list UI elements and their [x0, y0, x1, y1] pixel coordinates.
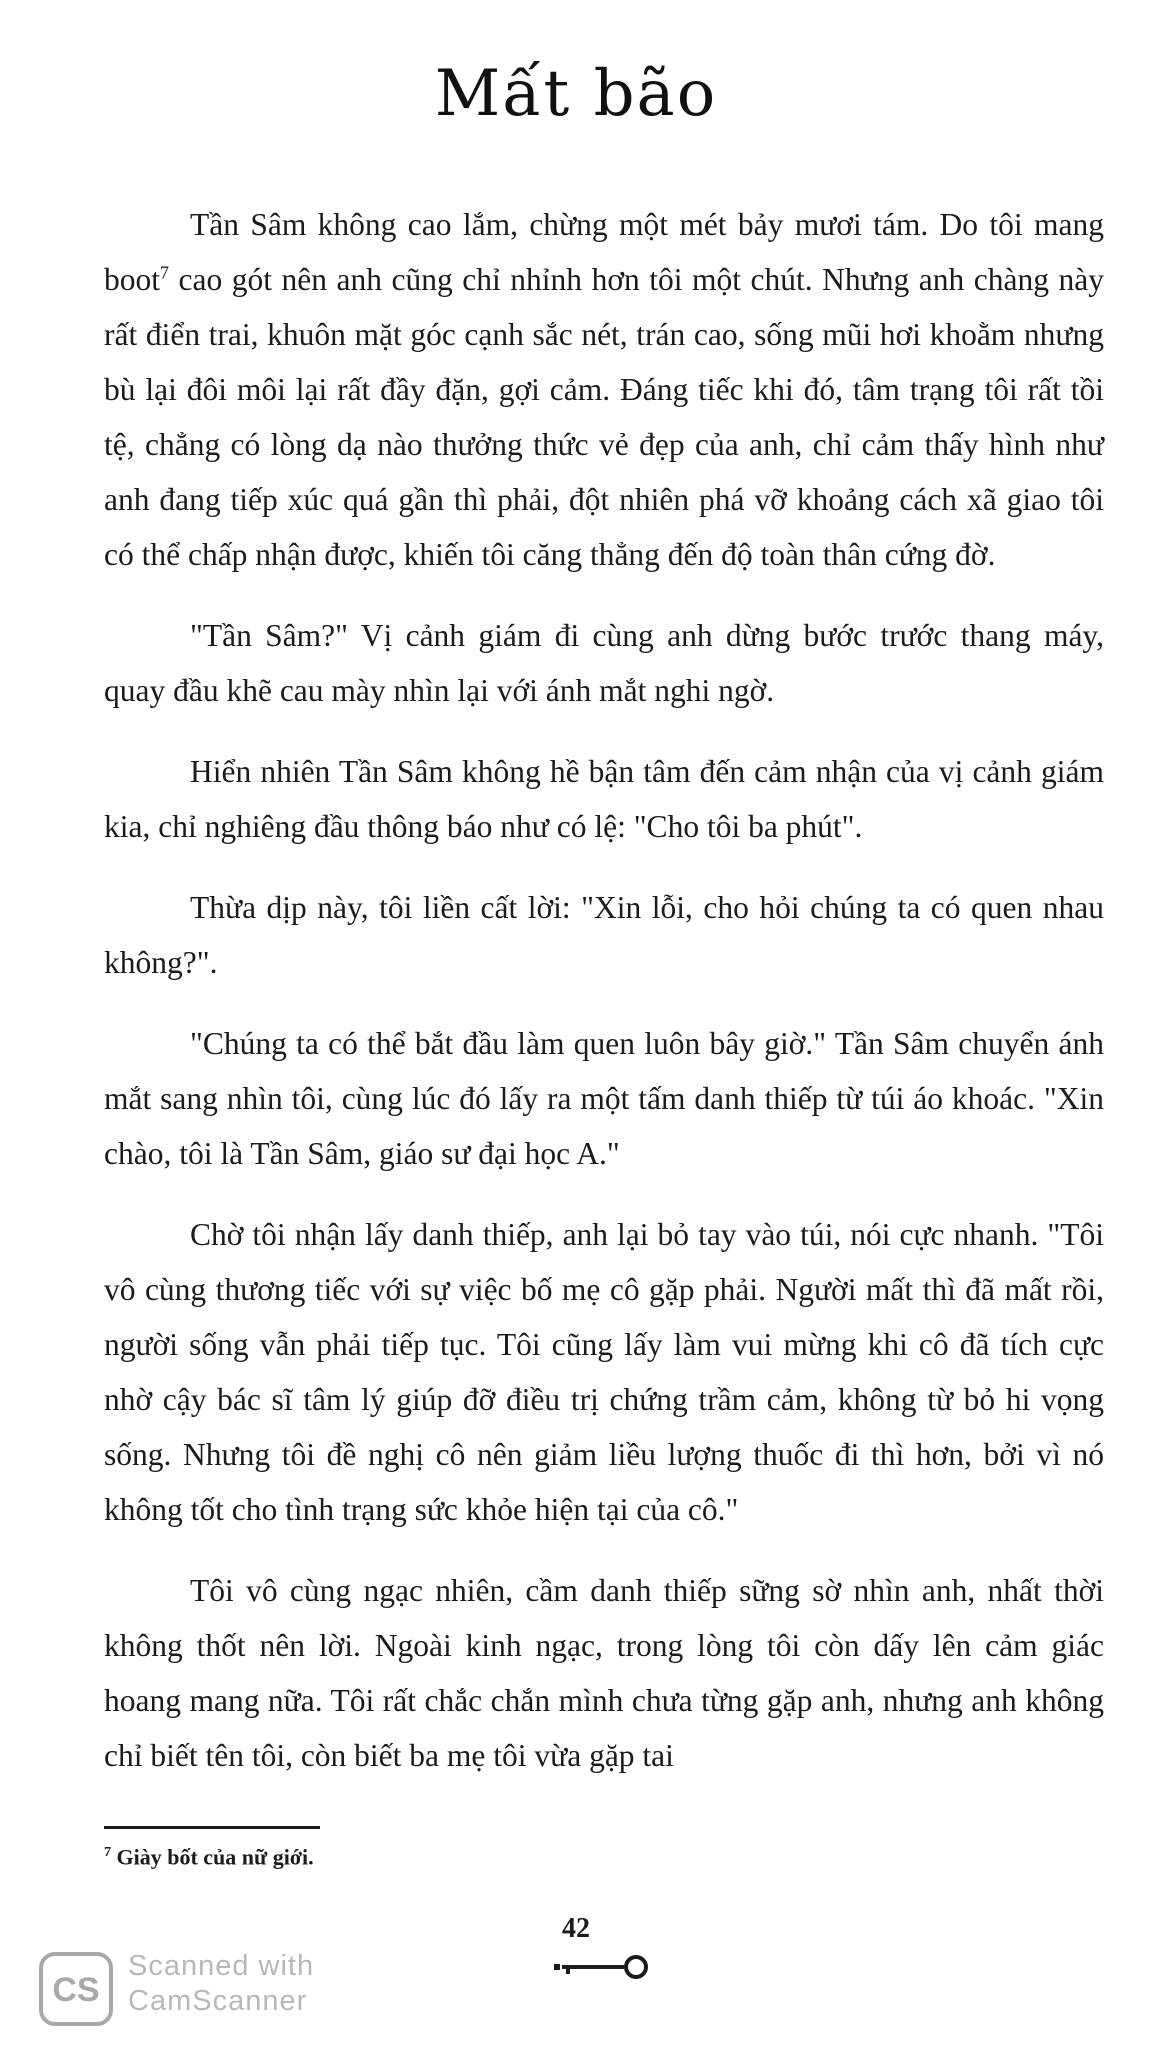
- chapter-title: Mất bão: [434, 57, 718, 131]
- watermark-line-2: CamScanner: [128, 1985, 308, 2017]
- page-number: 42: [562, 1913, 590, 1944]
- paragraph-1: [104, 197, 1104, 582]
- watermark-line-1: Scanned with: [128, 1950, 315, 1982]
- paragraph-text: Tần Sâm không cao lắm, chừng một mét bảy mươi tám. Do tôi mang boot: [104, 207, 1104, 297]
- key-icon: [552, 1952, 654, 1982]
- camscanner-logo-text: CS: [52, 1971, 100, 2009]
- paragraph-4: Thừa dịp này, tôi liền cất lời: "Xin lỗi, cho hỏi chúng ta có quen nhau không?".: [104, 890, 1104, 980]
- paragraph-3: Hiển nhiên Tần Sâm không hề bận tâm đến cảm nhận của vị cảnh giám kia, chỉ nghiêng đầu thông báo như có lệ: "Cho tôi ba phút".: [104, 754, 1104, 844]
- scanner-watermark: [128, 1949, 314, 2019]
- paragraph-5: "Chúng ta có thể bắt đầu làm quen luôn bây giờ." Tần Sâm chuyển ánh mắt sang nhìn tôi, cùng lúc đó lấy ra một tấm danh thiếp từ túi áo khoác. "Xin chào, tôi là Tần Sâm, giáo sư đại học A.": [104, 1026, 1104, 1171]
- paragraph-6: Chờ tôi nhận lấy danh thiếp, anh lại bỏ tay vào túi, nói cực nhanh. "Tôi vô cùng thương tiếc với sự việc bố mẹ cô gặp phải. Người mất thì đã mất rồi, người sống vẫn phải tiếp tục. Tôi cũng lấy làm vui mừng khi cô đã tích cực nhờ cậy bác sĩ tâm lý giúp đỡ điều trị chứng trầm cảm, không từ bỏ hi vọng sống. Nhưng tôi đề nghị cô nên giảm liều lượng thuốc đi thì hơn, bởi vì nó không tốt cho tình trạng sức khỏe hiện tại của cô.": [104, 1217, 1104, 1527]
- paragraph-text: cao gót nên anh cũng chỉ nhỉnh hơn tôi một chút. Nhưng anh chàng này rất điển trai, khuôn mặt góc cạnh sắc nét, trán cao, sống mũi hơi khoằm nhưng bù lại đôi môi lại rất đầy đặn, gợi cảm. Đáng tiếc khi đó, tâm trạng tôi rất tồi tệ, chẳng có lòng dạ nào thưởng thức vẻ đẹp của anh, chỉ cảm thấy hình như anh đang tiếp xúc quá gần thì phải, đột nhiên phá vỡ khoảng cách xã giao tôi có thể chấp nhận được, khiến tôi căng thẳng đến độ toàn thân cứng đờ.: [104, 262, 1104, 572]
- paragraph-2: "Tần Sâm?" Vị cảnh giám đi cùng anh dừng bước trước thang máy, quay đầu khẽ cau mày nhìn lại với ánh mắt nghi ngờ.: [104, 618, 1104, 708]
- footnote: [104, 1838, 314, 1872]
- footnote-marker: 7: [104, 1845, 111, 1860]
- camscanner-logo-icon: [38, 1951, 114, 2027]
- footnote-reference: 7: [160, 262, 170, 283]
- body-text: [104, 197, 1104, 1809]
- paragraph-7: Tôi vô cùng ngạc nhiên, cầm danh thiếp sững sờ nhìn anh, nhất thời không thốt nên lời. Ngoài kinh ngạc, trong lòng tôi còn dấy lên cảm giác hoang mang nữa. Tôi rất chắc chắn mình chưa từng gặp anh, nhưng anh không chỉ biết tên tôi, còn biết ba mẹ tôi vừa gặp tai: [104, 1573, 1104, 1773]
- footnote-divider: [104, 1826, 320, 1829]
- footnote-text: Giày bốt của nữ giới.: [116, 1844, 314, 1870]
